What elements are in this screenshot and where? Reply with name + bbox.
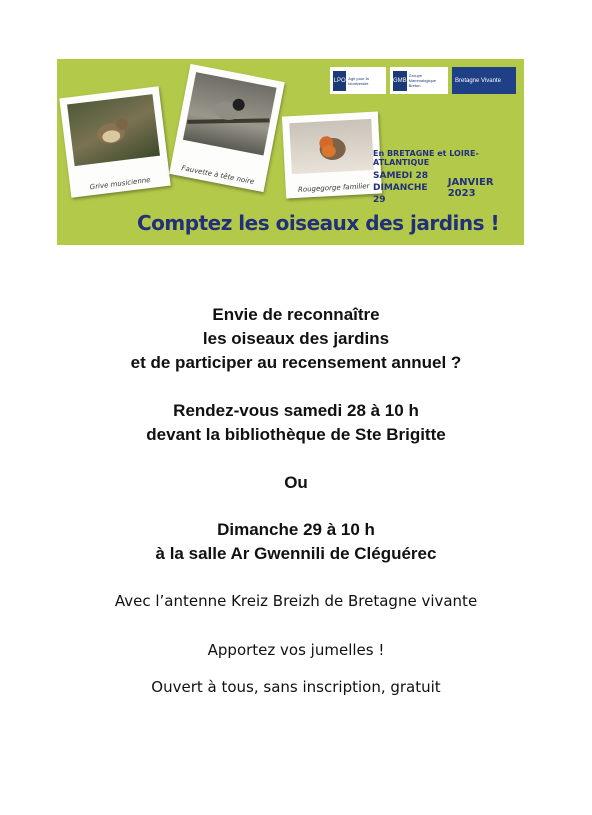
bretagne-vivante-logo [452,67,516,94]
photo-fauvette [169,64,285,192]
saturday-rendezvous [0,399,592,447]
bring-binoculars-text: Apportez vos jumelles ! [207,641,385,659]
lpo-logo [330,67,386,94]
partner-logos [330,67,516,94]
logo-text: Groupe Mammalogique Breton [408,73,437,88]
date-block [373,170,521,206]
open-to-all-text: Ouvert à tous, sans inscription, gratuit [151,678,441,696]
saturday-line: Rendez-vous samedi 28 à 10 h [173,401,419,420]
logo-text: Bretagne Vivante [455,77,501,84]
bird-photo [289,119,374,174]
day-sunday: DIMANCHE 29 [373,183,428,205]
lpo-logo-mark: LPO [333,71,346,91]
intro-text [0,303,592,375]
antenna-text: Avec l’antenne Kreiz Breizh de Bretagne vivante [114,592,478,610]
gmb-logo [390,67,448,94]
saturday-line: devant la bibliothèque de Ste Brigitte [146,425,446,444]
banner-slogan: Comptez les oiseaux des jardins ! [137,211,500,235]
sunday-line: à la salle Ar Gwennili de Cléguérec [155,544,437,563]
event-dates [373,149,521,206]
sunday-rendezvous [0,518,592,566]
gmb-logo-mark: GMB [393,71,407,91]
sunday-line: Dimanche 29 à 10 h [217,520,375,539]
or-separator: Ou [284,473,308,492]
photo-caption: Rougegorge familier [297,182,370,194]
region-label: En BRETAGNE et LOIRE-ATLANTIQUE [373,149,479,167]
photo-caption: Grive musicienne [89,175,151,192]
day-saturday: SAMEDI 28 [373,171,429,181]
photo-rougegorge [282,112,382,199]
photo-grive [59,86,170,197]
photo-caption: Fauvette à tête noire [180,164,255,187]
month-year: JANVIER 2023 [447,177,494,199]
bird-photo [183,72,277,156]
intro-line: les oiseaux des jardins [202,329,390,348]
intro-line: Envie de reconnaître [212,305,380,324]
days [373,170,440,206]
event-banner [57,59,524,245]
intro-line: et de participer au recensement annuel ? [130,353,462,372]
logo-text: Agir pour la biodiversité [348,75,369,86]
bird-photo [67,94,160,166]
